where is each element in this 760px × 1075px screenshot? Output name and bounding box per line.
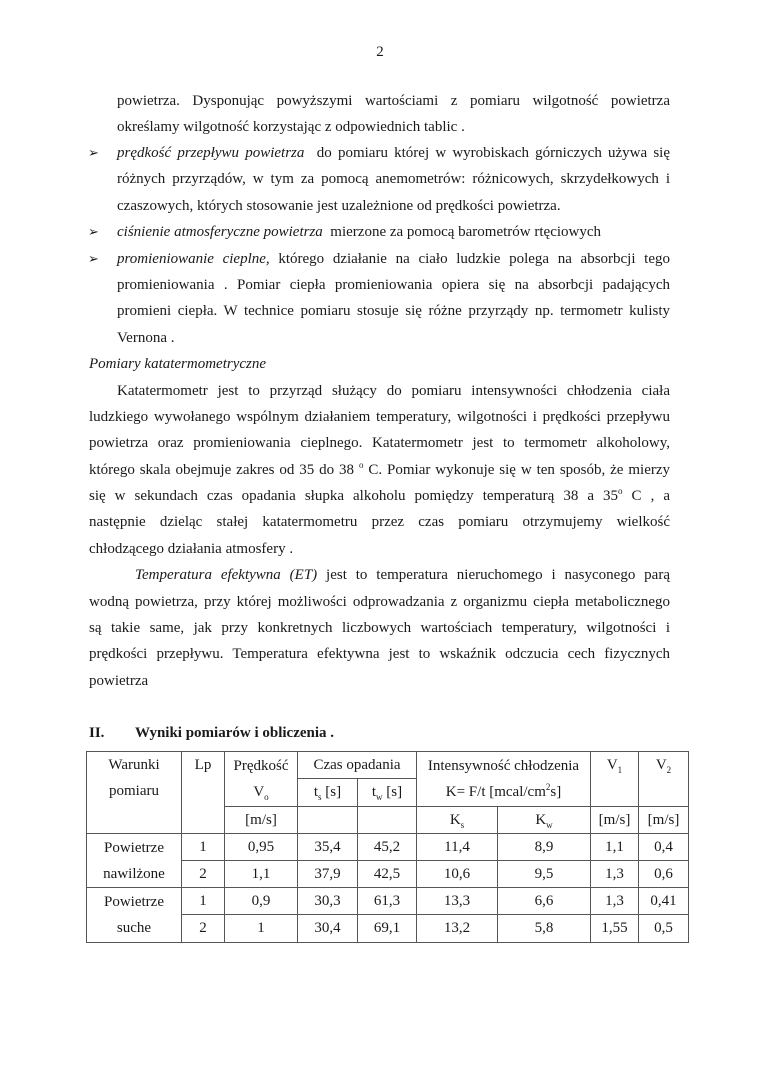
paragraph-line: prędkości przepływu. Temperatura efektywna jest to wskaźnik odczucia cech fizycznych — [89, 646, 670, 662]
paragraph-line: wodną powietrza, przy której możliwości odprowadzania z organizmu ciepła metabolicznego — [89, 594, 670, 610]
paragraph-line: różnych przyrządów, w tym za pomocą anemometrów: różnicowych, skrzydełkowych i — [117, 171, 670, 187]
paragraph-line: promieni ciepła. W technice pomiaru stosuje się różne przyrządy np. termometr kulisty — [117, 303, 670, 319]
cell-v2: 0,5 — [639, 915, 689, 943]
arrow-bullet-icon: ➢ — [88, 145, 99, 160]
header-text: pomiaru — [109, 783, 159, 799]
header-v1: $V_1$ — [591, 752, 639, 807]
cell-v1: 1,1 — [591, 834, 639, 861]
group-label: Powietrze nawilżone — [87, 834, 182, 888]
text: C , a — [622, 488, 670, 504]
paragraph-line: następnie dzieląc stałej katatermometru przez czas pomiaru otrzymujemy wielkość — [89, 514, 670, 530]
cell-v1: 1,55 — [591, 915, 639, 943]
cell-ks: 10,6 — [417, 861, 498, 888]
header-v2: $V_2$ — [639, 752, 689, 807]
header-text: $V_o$ — [253, 784, 269, 802]
cell-v0: 0,95 — [225, 834, 298, 861]
text: się w sekundach czas opadania słupka alkoholu pomiędzy temperaturą 38 a 35 — [89, 488, 619, 504]
table-row — [87, 888, 689, 915]
cell-ts: 30,4 — [298, 915, 358, 943]
header-intensity — [417, 752, 591, 807]
paragraph-line — [89, 461, 670, 479]
cell-tw: 61,3 — [358, 888, 417, 915]
bullet-text: którego działanie na ciało ludzkie polega na absorbcji tego — [278, 251, 671, 267]
header-text: Prędkość — [233, 758, 289, 774]
section-title: Wyniki pomiarów i obliczenia . — [135, 725, 335, 741]
header-speed — [225, 752, 298, 807]
header-tw: $t_w$ [s] — [358, 779, 417, 807]
page-number: 2 — [376, 44, 384, 60]
cell-kw: 9,5 — [498, 861, 591, 888]
header-empty — [358, 807, 417, 834]
paragraph-line: powietrza oraz promieniowania cieplnego. Katatermometr jest to termometr alkoholowy, — [89, 435, 670, 451]
bullet-text: do pomiaru której w wyrobiskach górniczych używa się — [316, 145, 671, 161]
cell-lp: 1 — [182, 888, 225, 915]
paragraph-line: Vernona . — [117, 330, 175, 346]
header-formula: K= F/t $[mcal/cm^2s]$ — [445, 782, 562, 800]
arrow-bullet-icon: ➢ — [88, 251, 99, 266]
bullet-term: promieniowanie cieplne, — [117, 251, 270, 267]
cell-ks: 11,4 — [417, 834, 498, 861]
cell-tw: 42,5 — [358, 861, 417, 888]
cell-kw: 6,6 — [498, 888, 591, 915]
cell-ks: 13,2 — [417, 915, 498, 943]
header-v1-unit: [m/s] — [591, 807, 639, 834]
cell-ts: 37,9 — [298, 861, 358, 888]
header-conditions — [87, 752, 182, 834]
cell-tw: 45,2 — [358, 834, 417, 861]
paragraph-line: są takie same, jak przy konkretnych liczbowych wartościach temperatury, wilgotności i — [89, 620, 670, 636]
cell-v0: 1 — [225, 915, 298, 943]
paragraph-line — [135, 566, 670, 584]
paragraph-line: chłodzącego działania atmosfery . — [89, 541, 294, 557]
paragraph-line: powietrza. Dysponując powyższymi wartościami z pomiaru wilgotność powietrza — [117, 93, 670, 109]
cell-v2: 0,4 — [639, 834, 689, 861]
cell-v0: 1,1 — [225, 861, 298, 888]
bullet-term: prędkość przepływu powietrza — [117, 145, 305, 161]
cell-kw: 8,9 — [498, 834, 591, 861]
bullet-term: ciśnienie atmosferyczne powietrza — [117, 224, 323, 240]
paragraph-line: określamy wilgotność korzystając z odpowiednich tablic . — [117, 119, 465, 135]
cell-ts: 35,4 — [298, 834, 358, 861]
arrow-bullet-icon: ➢ — [88, 224, 99, 239]
table-row — [87, 834, 689, 861]
section-italic-title: Pomiary katatermometryczne — [89, 356, 267, 372]
cell-kw: 5,8 — [498, 915, 591, 943]
paragraph-line: czaszowych, których stosowanie jest uzależnione od prędkości powietrza. — [117, 198, 561, 214]
cell-ks: 13,3 — [417, 888, 498, 915]
header-ks: $K_s$ — [417, 807, 498, 834]
header-speed-unit: [m/s] — [225, 807, 298, 834]
results-table — [86, 751, 689, 943]
bullet-item-radiation — [117, 250, 670, 268]
cell-lp: 2 — [182, 915, 225, 943]
paragraph-line: ludzkiego wywołanego wspólnym działaniem temperatury, wilgotności i prędkości przepływu — [89, 409, 670, 425]
header-kw: $K_w$ — [498, 807, 591, 834]
cell-v2: 0,41 — [639, 888, 689, 915]
section-number: II. — [89, 725, 105, 741]
bullet-item-speed — [117, 144, 670, 162]
header-fall-time: Czas opadania — [298, 752, 417, 779]
header-ts: $t_s$ [s] — [298, 779, 358, 807]
cell-lp: 1 — [182, 834, 225, 861]
paragraph-line — [89, 487, 670, 505]
bullet-item-pressure — [117, 223, 670, 241]
text: C. Pomiar wykonuje się w ten sposób, że mierzy — [363, 462, 671, 478]
text: którego skala obejmuje zakres od 35 do 38 — [89, 462, 359, 478]
cell-v1: 1,3 — [591, 861, 639, 888]
degree-sup: o — [618, 486, 623, 496]
paragraph-line: powietrza — [89, 673, 149, 689]
text: jest to temperatura nieruchomego i nasyconego parą — [317, 567, 670, 583]
paragraph-line: Katatermometr jest to przyrząd służący do pomiaru intensywności chłodzenia ciała — [117, 383, 670, 399]
cell-v0: 0,9 — [225, 888, 298, 915]
header-empty — [298, 807, 358, 834]
degree-sup: o — [358, 460, 364, 470]
bullet-text: mierzone za pomocą barometrów rtęciowych — [330, 224, 602, 240]
cell-v2: 0,6 — [639, 861, 689, 888]
et-term: Temperatura efektywna (ET) — [135, 567, 318, 583]
cell-lp: 2 — [182, 861, 225, 888]
header-lp: Lp — [182, 752, 225, 834]
header-text: Warunki — [108, 757, 160, 773]
cell-v1: 1,3 — [591, 888, 639, 915]
header-text: Intensywność chłodzenia — [427, 758, 580, 774]
group-label: Powietrze suche — [87, 888, 182, 943]
paragraph-line: promieniowania . Pomiar ciepła promieniowania opiera się na absorbcji padających — [117, 277, 670, 293]
header-v2-unit: [m/s] — [639, 807, 689, 834]
cell-ts: 30,3 — [298, 888, 358, 915]
section-heading — [89, 725, 334, 742]
cell-tw: 69,1 — [358, 915, 417, 943]
